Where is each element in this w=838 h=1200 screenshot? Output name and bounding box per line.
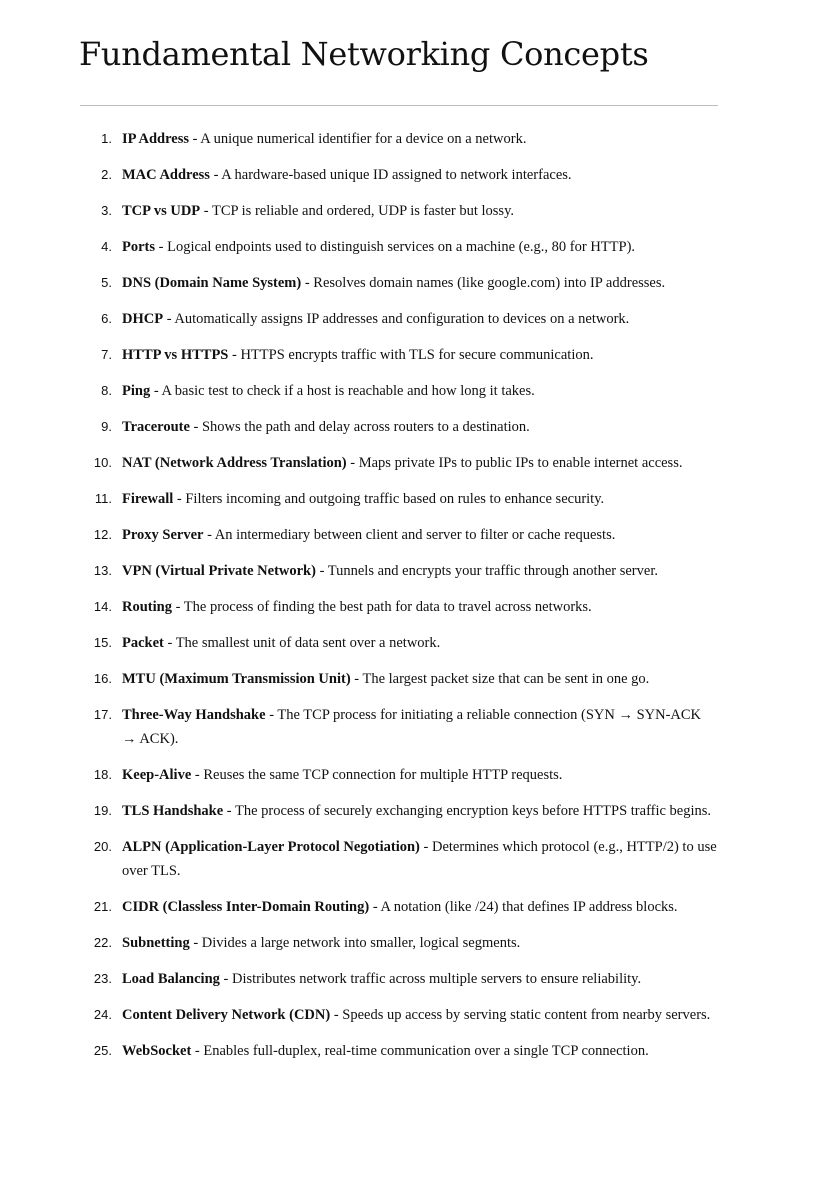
list-item — [0, 895, 718, 919]
item-number: 24. — [93, 1007, 112, 1022]
item-number: 10. — [93, 455, 112, 470]
list-item — [0, 307, 718, 331]
item-term: TLS Handshake — [122, 803, 224, 819]
list-item — [0, 523, 718, 547]
item-description: - A basic test to check if a host is reachable and how long it takes. — [150, 383, 535, 399]
page-title: Fundamental Networking Concepts — [79, 35, 649, 73]
item-number: 18. — [93, 767, 112, 782]
item-term: CIDR (Classless Inter-Domain Routing) — [122, 899, 370, 915]
item-term: Load Balancing — [122, 971, 220, 987]
item-description: - The process of finding the best path for data to travel across networks. — [171, 599, 592, 615]
list-item — [0, 235, 718, 259]
item-term: DHCP — [122, 311, 164, 327]
list-item — [0, 343, 718, 367]
list-item — [0, 559, 718, 583]
item-description: - Shows the path and delay across routers to a destination. — [189, 419, 530, 435]
item-term: MAC Address — [122, 167, 210, 183]
item-description: - Tunnels and encrypts your traffic through another server. — [315, 563, 658, 579]
list-item — [0, 967, 718, 991]
item-term: WebSocket — [122, 1043, 192, 1059]
list-item — [0, 631, 718, 655]
item-number: 21. — [93, 899, 112, 914]
item-number: 6. — [101, 311, 112, 326]
item-description: - Speeds up access by serving static content from nearby servers. — [330, 1007, 711, 1023]
item-description: - The TCP process for initiating a reliable connection (SYN → SYN-ACK → ACK). — [122, 707, 702, 747]
item-term: Subnetting — [122, 935, 190, 951]
item-description: - Filters incoming and outgoing traffic based on rules to enhance security. — [173, 491, 605, 507]
item-number: 20. — [93, 839, 112, 854]
item-term: MTU (Maximum Transmission Unit) — [122, 671, 351, 687]
list-item — [0, 379, 718, 403]
item-description: - The largest packet size that can be sent in one go. — [350, 671, 650, 687]
item-number: 12. — [93, 527, 112, 542]
item-description: - Automatically assigns IP addresses and configuration to devices on a network. — [163, 311, 630, 327]
item-description: - A unique numerical identifier for a device on a network. — [189, 131, 527, 147]
item-description: - TCP is reliable and ordered, UDP is faster but lossy. — [200, 203, 515, 219]
list-item — [0, 763, 718, 787]
item-term: NAT (Network Address Translation) — [122, 455, 347, 471]
item-number: 23. — [93, 971, 112, 986]
item-description: - A notation (like /24) that defines IP address blocks. — [369, 899, 678, 915]
item-number: 7. — [101, 347, 112, 362]
list-item — [0, 127, 718, 151]
item-description: - Resolves domain names (like google.com) into IP addresses. — [301, 275, 666, 291]
item-number: 1. — [101, 131, 112, 146]
list-item — [0, 271, 718, 295]
list-item — [0, 487, 718, 511]
list-item — [0, 1003, 718, 1027]
item-number: 19. — [93, 803, 112, 818]
item-description: - An intermediary between client and server to filter or cache requests. — [203, 527, 616, 543]
item-number: 3. — [101, 203, 112, 218]
item-term: Routing — [122, 599, 172, 615]
item-description: - Maps private IPs to public IPs to enable internet access. — [346, 455, 683, 471]
item-term: Three-Way Handshake — [122, 707, 266, 723]
item-term: VPN (Virtual Private Network) — [122, 563, 316, 579]
item-description: - Logical endpoints used to distinguish services on a machine (e.g., 80 for HTTP). — [155, 239, 636, 255]
list-item — [0, 199, 718, 223]
list-item — [0, 415, 718, 439]
item-description: - HTTPS encrypts traffic with TLS for secure communication. — [228, 347, 594, 363]
list-item — [0, 1039, 718, 1063]
item-term: TCP vs UDP — [122, 203, 201, 219]
item-term: Traceroute — [122, 419, 190, 435]
item-description: - The smallest unit of data sent over a network. — [163, 635, 441, 651]
item-description: - Divides a large network into smaller, logical segments. — [189, 935, 521, 951]
item-term: ALPN (Application-Layer Protocol Negotiation) — [122, 839, 420, 855]
item-number: 25. — [93, 1043, 112, 1058]
item-description: - Distributes network traffic across multiple servers to ensure reliability. — [219, 971, 642, 987]
item-term: Ping — [122, 383, 151, 399]
list-item — [0, 163, 718, 187]
title-divider — [80, 105, 718, 106]
item-term: Packet — [122, 635, 164, 651]
item-description: - Determines which protocol (e.g., HTTP/2) to use over TLS. — [122, 839, 717, 879]
item-term: Content Delivery Network (CDN) — [122, 1007, 331, 1023]
item-description: - A hardware-based unique ID assigned to network interfaces. — [209, 167, 572, 183]
list-item — [0, 931, 718, 955]
item-term: Keep-Alive — [122, 767, 192, 783]
concept-list — [0, 127, 838, 1075]
item-number: 14. — [93, 599, 112, 614]
item-number: 5. — [101, 275, 112, 290]
item-number: 4. — [101, 239, 112, 254]
item-number: 17. — [93, 707, 112, 722]
item-number: 13. — [93, 563, 112, 578]
item-number: 22. — [93, 935, 112, 950]
list-item — [0, 703, 718, 751]
item-term: Ports — [122, 239, 156, 255]
item-number: 2. — [101, 167, 112, 182]
item-description: - The process of securely exchanging encryption keys before HTTPS traffic begins. — [223, 803, 712, 819]
item-term: IP Address — [122, 131, 190, 147]
item-description: - Enables full-duplex, real-time communication over a single TCP connection. — [191, 1043, 649, 1059]
item-term: HTTP vs HTTPS — [122, 347, 229, 363]
item-term: Firewall — [122, 491, 174, 507]
item-number: 11. — [94, 491, 112, 506]
item-number: 8. — [101, 383, 112, 398]
list-item — [0, 595, 718, 619]
list-item — [0, 667, 718, 691]
list-item — [0, 451, 718, 475]
item-number: 15. — [93, 635, 112, 650]
item-number: 9. — [101, 419, 112, 434]
list-item — [0, 835, 718, 883]
item-description: - Reuses the same TCP connection for multiple HTTP requests. — [191, 767, 563, 783]
list-item — [0, 799, 718, 823]
item-term: DNS (Domain Name System) — [122, 275, 302, 291]
item-number: 16. — [93, 671, 112, 686]
item-term: Proxy Server — [122, 527, 204, 543]
